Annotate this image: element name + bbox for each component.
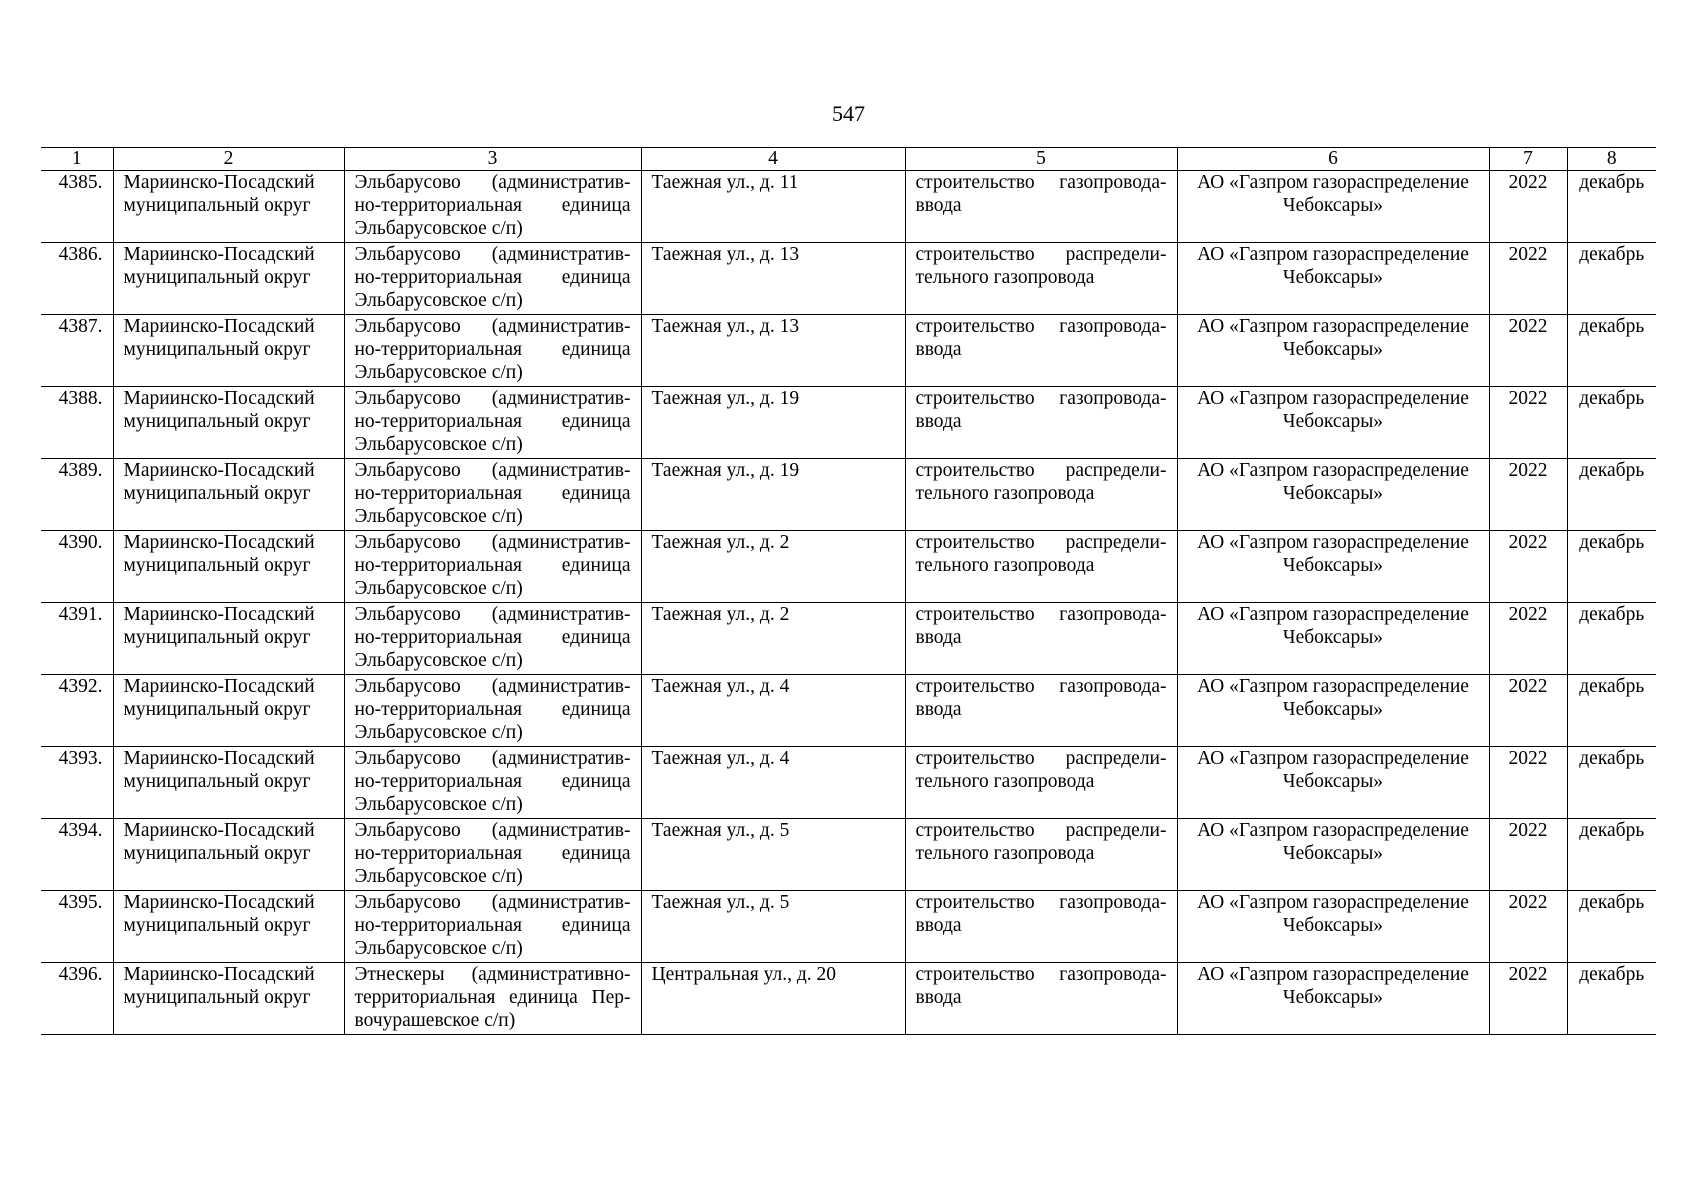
year-cell: 2022 [1489, 819, 1567, 891]
table-row [41, 531, 1656, 603]
month-cell: декабрь [1567, 315, 1656, 387]
organization-cell: АО «Газпром газораспределение Чебоксары» [1177, 603, 1489, 675]
column-header: 8 [1567, 148, 1656, 171]
district-cell: Мариинско-Посадский муниципальный округ [113, 675, 344, 747]
work-type-cell: строительство газопровода-ввода [905, 387, 1177, 459]
column-header: 3 [344, 148, 641, 171]
organization-cell: АО «Газпром газораспределение Чебоксары» [1177, 675, 1489, 747]
settlement-cell: Эльбарусово (административ-но-территориальная единица Эльбарусовское с/п) [344, 675, 641, 747]
address-cell: Таежная ул., д. 4 [641, 675, 905, 747]
month-cell: декабрь [1567, 531, 1656, 603]
district-cell: Мариинско-Посадский муниципальный округ [113, 819, 344, 891]
table-row [41, 243, 1656, 315]
year-cell: 2022 [1489, 387, 1567, 459]
settlement-cell: Эльбарусово (административ-но-территориальная единица Эльбарусовское с/п) [344, 243, 641, 315]
address-cell: Таежная ул., д. 2 [641, 531, 905, 603]
row-number-cell: 4395. [41, 891, 113, 963]
work-type-cell: строительство газопровода-ввода [905, 963, 1177, 1035]
year-cell: 2022 [1489, 243, 1567, 315]
table-row [41, 387, 1656, 459]
organization-cell: АО «Газпром газораспределение Чебоксары» [1177, 819, 1489, 891]
table-row [41, 459, 1656, 531]
district-cell: Мариинско-Посадский муниципальный округ [113, 459, 344, 531]
year-cell: 2022 [1489, 459, 1567, 531]
organization-cell: АО «Газпром газораспределение Чебоксары» [1177, 531, 1489, 603]
row-number-cell: 4391. [41, 603, 113, 675]
month-cell: декабрь [1567, 171, 1656, 243]
data-table [41, 147, 1656, 1035]
work-type-cell: строительство распредели-тельного газопровода [905, 819, 1177, 891]
district-cell: Мариинско-Посадский муниципальный округ [113, 603, 344, 675]
table-row [41, 603, 1656, 675]
settlement-cell: Эльбарусово (административ-но-территориальная единица Эльбарусовское с/п) [344, 171, 641, 243]
row-number-cell: 4386. [41, 243, 113, 315]
row-number-cell: 4387. [41, 315, 113, 387]
organization-cell: АО «Газпром газораспределение Чебоксары» [1177, 963, 1489, 1035]
page-number: 547 [832, 101, 865, 126]
row-number-cell: 4388. [41, 387, 113, 459]
organization-cell: АО «Газпром газораспределение Чебоксары» [1177, 387, 1489, 459]
month-cell: декабрь [1567, 675, 1656, 747]
organization-cell: АО «Газпром газораспределение Чебоксары» [1177, 243, 1489, 315]
column-header: 4 [641, 148, 905, 171]
table-row [41, 171, 1656, 243]
year-cell: 2022 [1489, 963, 1567, 1035]
address-cell: Таежная ул., д. 19 [641, 459, 905, 531]
work-type-cell: строительство газопровода-ввода [905, 603, 1177, 675]
month-cell: декабрь [1567, 819, 1656, 891]
month-cell: декабрь [1567, 963, 1656, 1035]
column-header: 1 [41, 148, 113, 171]
settlement-cell: Эльбарусово (административ-но-территориальная единица Эльбарусовское с/п) [344, 747, 641, 819]
year-cell: 2022 [1489, 171, 1567, 243]
settlement-cell: Эльбарусово (административ-но-территориальная единица Эльбарусовское с/п) [344, 603, 641, 675]
month-cell: декабрь [1567, 243, 1656, 315]
address-cell: Таежная ул., д. 4 [641, 747, 905, 819]
district-cell: Мариинско-Посадский муниципальный округ [113, 171, 344, 243]
settlement-cell: Эльбарусово (административ-но-территориальная единица Эльбарусовское с/п) [344, 315, 641, 387]
work-type-cell: строительство распредели-тельного газопровода [905, 243, 1177, 315]
month-cell: декабрь [1567, 603, 1656, 675]
address-cell: Таежная ул., д. 5 [641, 891, 905, 963]
work-type-cell: строительство распредели-тельного газопровода [905, 531, 1177, 603]
work-type-cell: строительство газопровода-ввода [905, 171, 1177, 243]
district-cell: Мариинско-Посадский муниципальный округ [113, 243, 344, 315]
district-cell: Мариинско-Посадский муниципальный округ [113, 387, 344, 459]
year-cell: 2022 [1489, 315, 1567, 387]
month-cell: декабрь [1567, 387, 1656, 459]
year-cell: 2022 [1489, 603, 1567, 675]
work-type-cell: строительство газопровода-ввода [905, 315, 1177, 387]
settlement-cell: Эльбарусово (административ-но-территориальная единица Эльбарусовское с/п) [344, 819, 641, 891]
row-number-cell: 4392. [41, 675, 113, 747]
column-header: 5 [905, 148, 1177, 171]
work-type-cell: строительство распредели-тельного газопровода [905, 459, 1177, 531]
table-row [41, 675, 1656, 747]
district-cell: Мариинско-Посадский муниципальный округ [113, 891, 344, 963]
column-header: 2 [113, 148, 344, 171]
district-cell: Мариинско-Посадский муниципальный округ [113, 963, 344, 1035]
settlement-cell: Эльбарусово (административ-но-территориальная единица Эльбарусовское с/п) [344, 891, 641, 963]
year-cell: 2022 [1489, 531, 1567, 603]
row-number-cell: 4393. [41, 747, 113, 819]
column-header: 7 [1489, 148, 1567, 171]
table-row [41, 315, 1656, 387]
address-cell: Центральная ул., д. 20 [641, 963, 905, 1035]
row-number-cell: 4394. [41, 819, 113, 891]
month-cell: декабрь [1567, 891, 1656, 963]
district-cell: Мариинско-Посадский муниципальный округ [113, 531, 344, 603]
row-number-cell: 4385. [41, 171, 113, 243]
address-cell: Таежная ул., д. 2 [641, 603, 905, 675]
row-number-cell: 4390. [41, 531, 113, 603]
organization-cell: АО «Газпром газораспределение Чебоксары» [1177, 315, 1489, 387]
organization-cell: АО «Газпром газораспределение Чебоксары» [1177, 459, 1489, 531]
organization-cell: АО «Газпром газораспределение Чебоксары» [1177, 891, 1489, 963]
year-cell: 2022 [1489, 891, 1567, 963]
address-cell: Таежная ул., д. 5 [641, 819, 905, 891]
table-row [41, 747, 1656, 819]
settlement-cell: Этнескеры (административно-территориальная единица Пер-вочурашевское с/п) [344, 963, 641, 1035]
address-cell: Таежная ул., д. 19 [641, 387, 905, 459]
row-number-cell: 4396. [41, 963, 113, 1035]
work-type-cell: строительство газопровода-ввода [905, 675, 1177, 747]
table-row [41, 963, 1656, 1035]
year-cell: 2022 [1489, 675, 1567, 747]
settlement-cell: Эльбарусово (административ-но-территориальная единица Эльбарусовское с/п) [344, 387, 641, 459]
district-cell: Мариинско-Посадский муниципальный округ [113, 315, 344, 387]
table-row [41, 891, 1656, 963]
district-cell: Мариинско-Посадский муниципальный округ [113, 747, 344, 819]
year-cell: 2022 [1489, 747, 1567, 819]
table-row [41, 819, 1656, 891]
address-cell: Таежная ул., д. 13 [641, 243, 905, 315]
address-cell: Таежная ул., д. 11 [641, 171, 905, 243]
row-number-cell: 4389. [41, 459, 113, 531]
organization-cell: АО «Газпром газораспределение Чебоксары» [1177, 747, 1489, 819]
work-type-cell: строительство распредели-тельного газопровода [905, 747, 1177, 819]
month-cell: декабрь [1567, 459, 1656, 531]
work-type-cell: строительство газопровода-ввода [905, 891, 1177, 963]
month-cell: декабрь [1567, 747, 1656, 819]
settlement-cell: Эльбарусово (административ-но-территориальная единица Эльбарусовское с/п) [344, 459, 641, 531]
settlement-cell: Эльбарусово (административ-но-территориальная единица Эльбарусовское с/п) [344, 531, 641, 603]
address-cell: Таежная ул., д. 13 [641, 315, 905, 387]
header-row [41, 148, 1656, 171]
organization-cell: АО «Газпром газораспределение Чебоксары» [1177, 171, 1489, 243]
column-header: 6 [1177, 148, 1489, 171]
